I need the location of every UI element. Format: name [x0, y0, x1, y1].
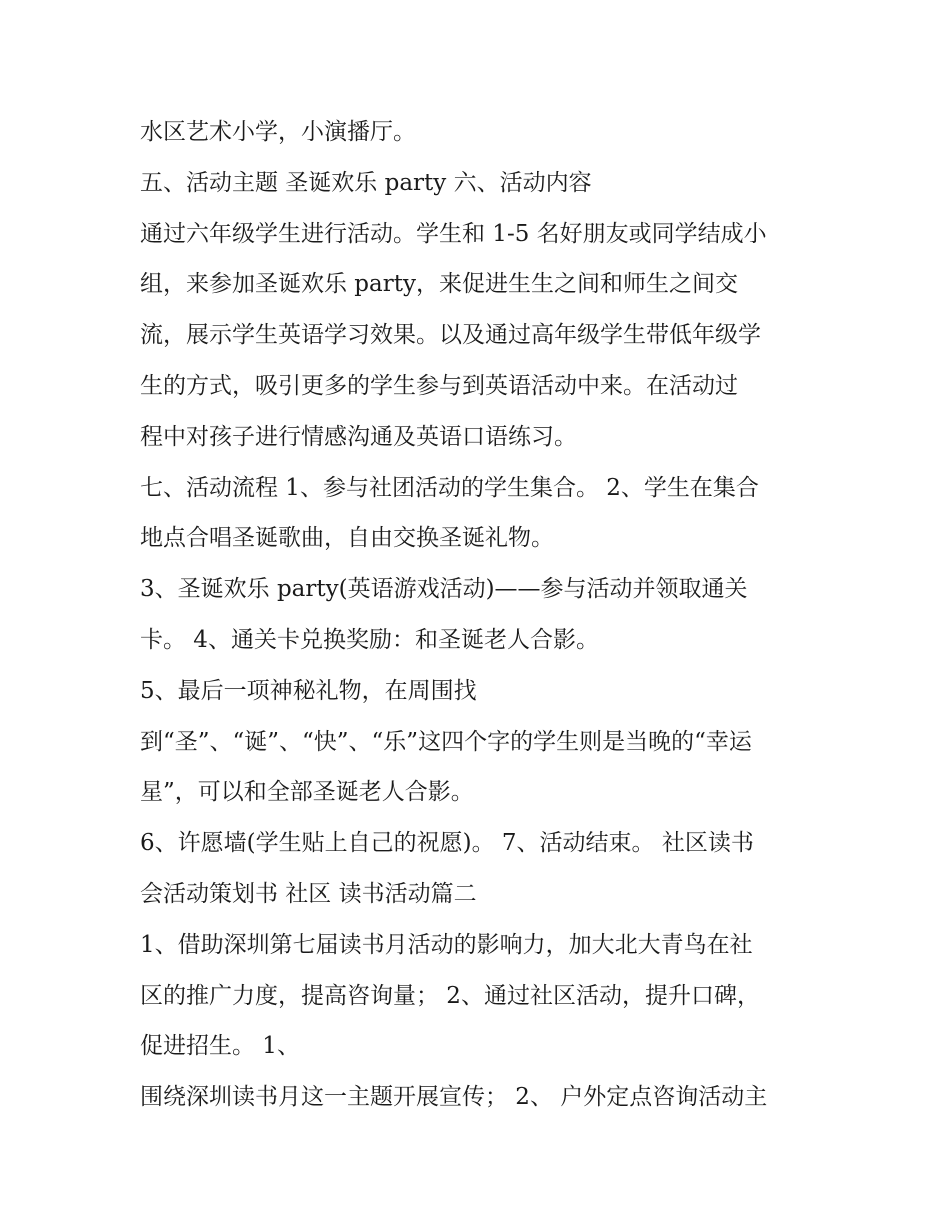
text-line-4: 组，来参加圣诞欢乐 party，来促进生生之间和师生之间交 — [140, 271, 738, 298]
text-line-13: 到“圣”、“诞”、“快”、“乐”这四个字的学生则是当晚的“幸运 — [140, 728, 752, 755]
document-body — [140, 107, 830, 1123]
text-line-5: 流，展示学生英语学习效果。以及通过高年级学生带低年级学 — [140, 322, 761, 349]
text-line-11: 卡。 4、通关卡兑换奖励：和圣诞老人合影。 — [140, 626, 599, 653]
text-line-1: 水区艺术小学，小演播厅。 — [140, 119, 416, 145]
text-line-18: 区的推广力度，提高咨询量； 2、通过社区活动，提升口碑， — [140, 982, 760, 1009]
text-line-2: 五、活动主题 圣诞欢乐 party 六、活动内容 — [140, 169, 592, 196]
text-line-7: 程中对孩子进行情感沟通及英语口语练习。 — [140, 423, 577, 450]
text-line-14: 星”，可以和全部圣诞老人合影。 — [140, 779, 474, 806]
text-line-9: 地点合唱圣诞歌曲，自由交换圣诞礼物。 — [140, 525, 554, 552]
text-line-10: 3、圣诞欢乐 party(英语游戏活动)——参与活动并领取通关 — [140, 576, 748, 603]
text-line-15: 6、许愿墙(学生贴上自己的祝愿)。 7、活动结束。 社区读书 — [140, 830, 754, 857]
text-line-19: 促进招生。 1、 — [140, 1033, 300, 1060]
text-line-3: 通过六年级学生进行活动。学生和 1-5 名好朋友或同学结成小 — [140, 220, 767, 247]
text-line-17: 1、借助深圳第七届读书月活动的影响力，加大北大青鸟在社 — [140, 931, 753, 958]
text-line-12: 5、最后一项神秘礼物，在周围找 — [140, 677, 477, 704]
text-line-8: 七、活动流程 1、参与社团活动的学生集合。 2、学生在集合 — [140, 474, 759, 501]
text-line-16: 会活动策划书 社区 读书活动篇二 — [140, 880, 477, 907]
text-line-20: 围绕深圳读书月这一主题开展宣传； 2、 户外定点咨询活动主 — [140, 1084, 768, 1111]
text-line-6: 生的方式，吸引更多的学生参与到英语活动中来。在活动过 — [140, 372, 738, 399]
